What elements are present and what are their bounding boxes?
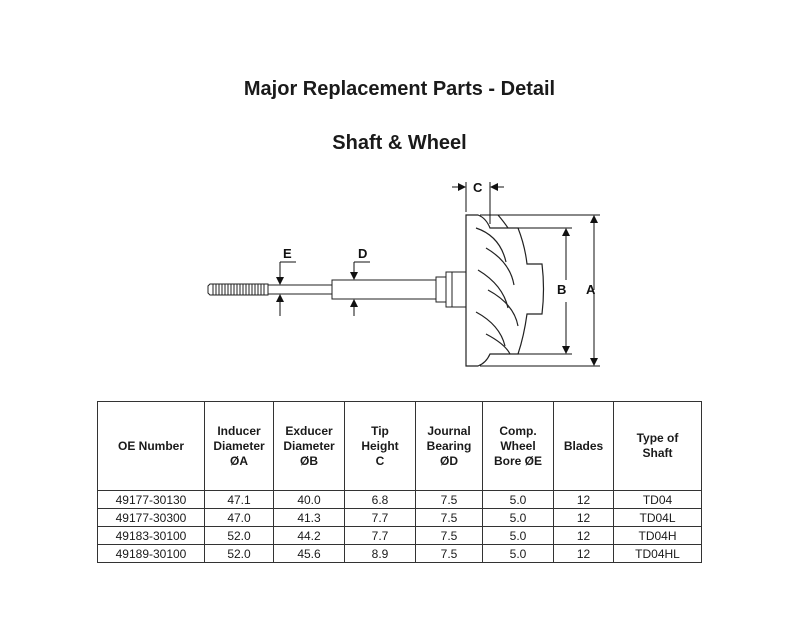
cell-blades: 12 xyxy=(554,491,614,509)
compressor-wheel xyxy=(466,215,544,366)
header-wheel-bore: Comp. Wheel Bore ØE xyxy=(483,402,554,491)
cell-shaft-type: TD04HL xyxy=(614,545,702,563)
cell-journal: 7.5 xyxy=(416,527,483,545)
threaded-end xyxy=(208,284,268,295)
header-exducer-diameter: Exducer Diameter ØB xyxy=(274,402,345,491)
cell-shaft-type: TD04H xyxy=(614,527,702,545)
header-journal-bearing: Journal Bearing ØD xyxy=(416,402,483,491)
label-b: B xyxy=(557,282,567,297)
cell-oe-number: 49189-30100 xyxy=(98,545,205,563)
cell-tip-height: 6.8 xyxy=(345,491,416,509)
cell-exducer: 41.3 xyxy=(274,509,345,527)
table-row xyxy=(98,509,702,527)
cell-blades: 12 xyxy=(554,527,614,545)
cell-journal: 7.5 xyxy=(416,491,483,509)
cell-bore: 5.0 xyxy=(483,545,554,563)
cell-inducer: 52.0 xyxy=(205,527,274,545)
header-blades: Blades xyxy=(554,402,614,491)
cell-tip-height: 8.9 xyxy=(345,545,416,563)
cell-bore: 5.0 xyxy=(483,527,554,545)
cell-exducer: 44.2 xyxy=(274,527,345,545)
cell-journal: 7.5 xyxy=(416,545,483,563)
label-a: A xyxy=(586,282,596,297)
table-row xyxy=(98,491,702,509)
cell-blades: 12 xyxy=(554,545,614,563)
header-inducer-diameter: Inducer Diameter ØA xyxy=(205,402,274,491)
cell-oe-number: 49183-30100 xyxy=(98,527,205,545)
cell-tip-height: 7.7 xyxy=(345,509,416,527)
cell-bore: 5.0 xyxy=(483,491,554,509)
cell-inducer: 47.1 xyxy=(205,491,274,509)
dimension-d xyxy=(354,262,370,316)
cell-oe-number: 49177-30300 xyxy=(98,509,205,527)
cell-shaft-type: TD04 xyxy=(614,491,702,509)
header-tip-height: Tip Height C xyxy=(345,402,416,491)
cell-inducer: 47.0 xyxy=(205,509,274,527)
parts-table xyxy=(97,401,702,563)
cell-shaft-type: TD04L xyxy=(614,509,702,527)
label-d: D xyxy=(358,246,368,261)
section-subtitle: Shaft & Wheel xyxy=(332,132,467,154)
table-header-row xyxy=(98,402,702,491)
table-row xyxy=(98,527,702,545)
cell-oe-number: 49177-30130 xyxy=(98,491,205,509)
cell-tip-height: 7.7 xyxy=(345,527,416,545)
cell-exducer: 45.6 xyxy=(274,545,345,563)
header-shaft-type: Type of Shaft xyxy=(614,402,702,491)
cell-inducer: 52.0 xyxy=(205,545,274,563)
cell-exducer: 40.0 xyxy=(274,491,345,509)
cell-blades: 12 xyxy=(554,509,614,527)
dimension-a xyxy=(480,215,600,366)
cell-journal: 7.5 xyxy=(416,509,483,527)
header-oe-number: OE Number xyxy=(98,402,205,491)
shaft-body xyxy=(268,272,466,307)
label-c: C xyxy=(473,180,483,195)
dimension-e xyxy=(280,262,296,316)
cell-bore: 5.0 xyxy=(483,509,554,527)
label-e: E xyxy=(283,246,292,261)
page-title: Major Replacement Parts - Detail xyxy=(243,78,556,100)
table-row xyxy=(98,545,702,563)
